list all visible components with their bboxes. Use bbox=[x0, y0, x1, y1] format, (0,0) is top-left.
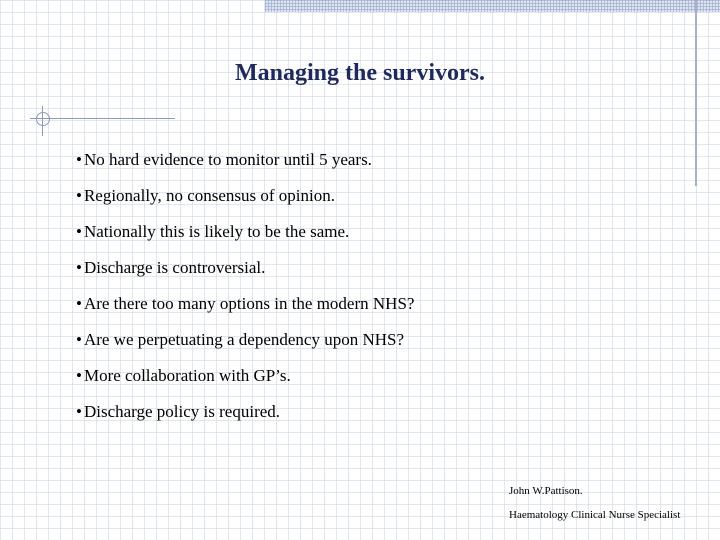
bullet-text: Nationally this is likely to be the same. bbox=[83, 222, 350, 241]
bullet-text: Regionally, no consensus of opinion. bbox=[83, 186, 335, 205]
bullet-dot-icon: • bbox=[76, 294, 82, 313]
circle-marker-icon bbox=[36, 112, 50, 126]
bullet-item bbox=[76, 328, 414, 364]
bullet-item bbox=[76, 364, 414, 400]
bullet-text: Are there too many options in the modern NHS? bbox=[83, 294, 415, 313]
slide-title: Managing the survivors. bbox=[234, 60, 485, 86]
bullet-item bbox=[76, 400, 414, 436]
bullet-dot-icon: • bbox=[76, 186, 82, 205]
bullet-item bbox=[76, 256, 414, 292]
bullet-list bbox=[76, 148, 414, 436]
bullet-text: Are we perpetuating a dependency upon NHS? bbox=[83, 330, 405, 349]
bullet-text: Discharge is controversial. bbox=[83, 258, 266, 277]
footer-role: Haematology Clinical Nurse Specialist bbox=[509, 509, 681, 521]
bullet-text: More collaboration with GP’s. bbox=[83, 366, 291, 385]
bullet-text: Discharge policy is required. bbox=[83, 402, 281, 421]
bullet-dot-icon: • bbox=[76, 402, 82, 421]
bullet-dot-icon: • bbox=[76, 330, 82, 349]
bullet-text: No hard evidence to monitor until 5 years. bbox=[83, 150, 372, 169]
right-decorative-rule bbox=[695, 0, 697, 186]
bullet-dot-icon: • bbox=[76, 222, 82, 241]
left-decorative-rule bbox=[30, 118, 175, 119]
bullet-dot-icon: • bbox=[76, 150, 82, 169]
bullet-item bbox=[76, 184, 414, 220]
bullet-item bbox=[76, 292, 414, 328]
top-decorative-band bbox=[265, 0, 720, 12]
bullet-item bbox=[76, 220, 414, 256]
bullet-dot-icon: • bbox=[76, 366, 82, 385]
bullet-dot-icon: • bbox=[76, 258, 82, 277]
footer-credit bbox=[509, 484, 680, 532]
footer-author: John W.Pattison. bbox=[509, 485, 583, 497]
bullet-item bbox=[76, 148, 414, 184]
